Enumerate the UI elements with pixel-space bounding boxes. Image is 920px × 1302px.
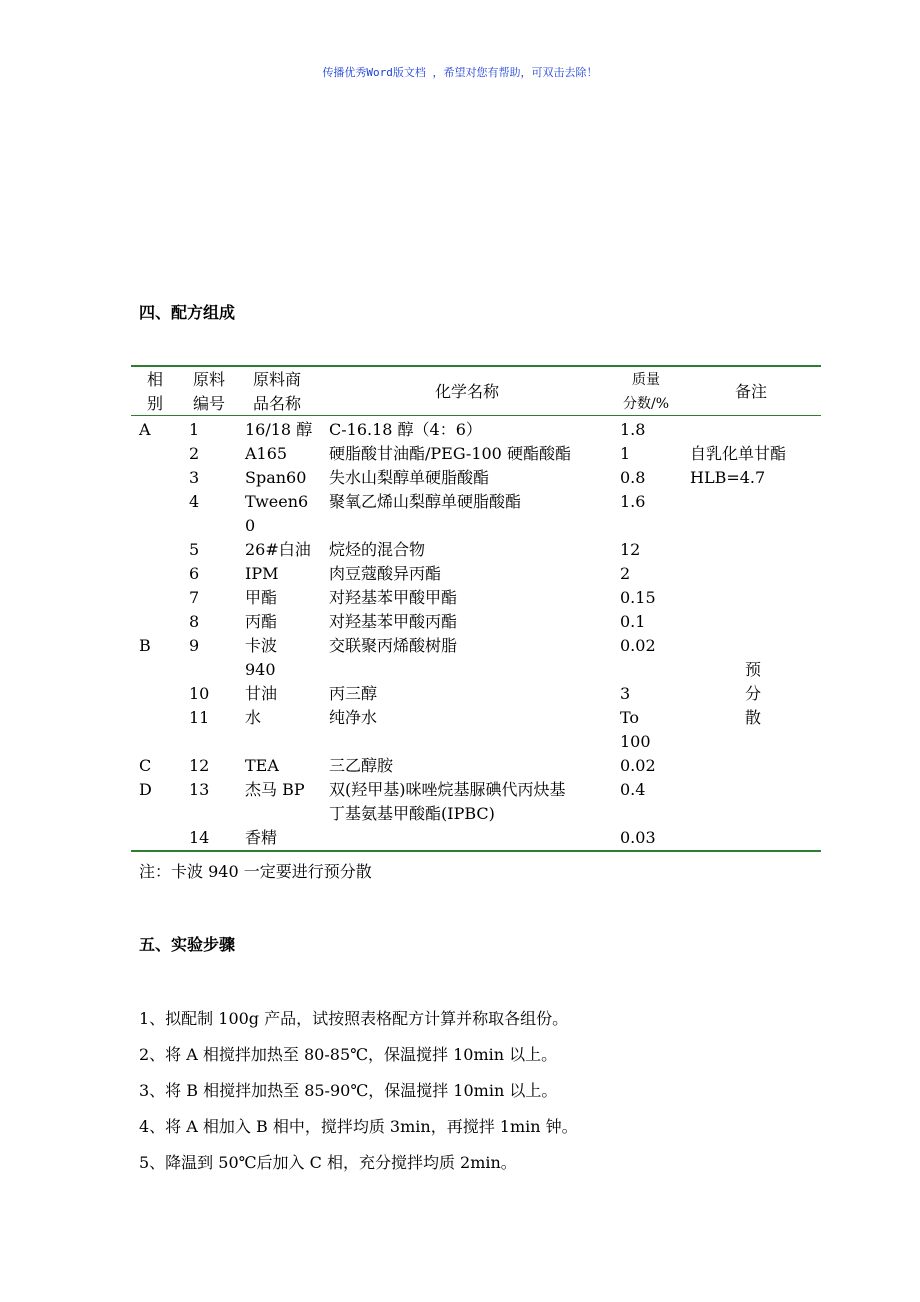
cell-mass-fraction: 3 xyxy=(620,684,631,703)
cell-mass-fraction: 0.02 xyxy=(620,756,656,775)
cell-mass-fraction: 1.6 xyxy=(620,492,646,511)
cell-trade-name: 水 xyxy=(245,708,262,727)
cell-trade-name: 香精 xyxy=(245,828,278,847)
step-item: 3、将 B 相搅拌加热至 85-90℃，保温搅拌 10min 以上。 xyxy=(139,1081,558,1100)
cell-trade-name: TEA xyxy=(245,756,279,775)
cell-chemical-name: 烷烃的混合物 xyxy=(329,540,426,559)
cell-code: 6 xyxy=(189,564,200,583)
header-phase: 相 别 xyxy=(146,370,163,413)
cell-trade-name: 卡波 940 xyxy=(245,636,278,679)
cell-code: 13 xyxy=(189,780,210,799)
table-top-rule xyxy=(131,365,821,367)
cell-code: 14 xyxy=(189,828,210,847)
table-note: 注：卡波 940 一定要进行预分散 xyxy=(139,862,372,881)
cell-mass-fraction: 0.1 xyxy=(620,612,646,631)
cell-trade-name: IPM xyxy=(245,564,279,583)
cell-mass-fraction: 2 xyxy=(620,564,631,583)
cell-mass-fraction: 0.8 xyxy=(620,468,646,487)
table-header-rule xyxy=(131,415,821,416)
cell-code: 4 xyxy=(189,492,200,511)
step-item: 1、拟配制 100g 产品，试按照表格配方计算并称取各组份。 xyxy=(139,1009,569,1028)
cell-trade-name: 甲酯 xyxy=(245,588,278,607)
cell-chemical-name: 交联聚丙烯酸树脂 xyxy=(329,636,458,655)
cell-trade-name: 16/18 醇 xyxy=(245,420,313,439)
cell-chemical-name: 硬脂酸甘油酯/PEG-100 硬酯酸酯 xyxy=(329,444,571,463)
header-remark: 备注 xyxy=(734,382,767,401)
cell-trade-name: 杰马 BP xyxy=(245,780,305,799)
step-item: 5、降温到 50℃后加入 C 相，充分搅拌均质 2min。 xyxy=(139,1153,517,1172)
header-chemical-name: 化学名称 xyxy=(434,382,499,401)
cell-code: 1 xyxy=(189,420,200,439)
remark-predisperse: 预 分 散 xyxy=(744,660,761,727)
cell-chemical-name: 双(羟甲基)咪唑烷基脲碘代丙炔基 丁基氨基甲酸酯(IPBC) xyxy=(329,780,566,823)
cell-mass-fraction: 0.03 xyxy=(620,828,656,847)
cell-trade-name: Tween6 0 xyxy=(245,492,309,535)
cell-chemical-name: 失水山梨醇单硬脂酸酯 xyxy=(329,468,490,487)
cell-mass-fraction: To 100 xyxy=(620,708,651,751)
formula-table xyxy=(131,365,821,852)
remark-emulsifier: 自乳化单甘酯 HLB=4.7 xyxy=(690,444,787,487)
cell-trade-name: 丙酯 xyxy=(245,612,278,631)
cell-mass-fraction: 0.02 xyxy=(620,636,656,655)
cell-code: 12 xyxy=(189,756,210,775)
cell-chemical-name: C-16.18 醇（4：6） xyxy=(329,420,482,439)
cell-mass-fraction: 1.8 xyxy=(620,420,646,439)
page-header-note: 传播优秀Word版文档 ，希望对您有帮助，可双击去除！ xyxy=(322,66,598,79)
cell-phase: C xyxy=(139,756,152,775)
cell-phase: B xyxy=(139,636,151,655)
cell-mass-fraction: 1 xyxy=(620,444,631,463)
cell-trade-name: Span60 xyxy=(245,468,307,487)
cell-code: 2 xyxy=(189,444,200,463)
cell-chemical-name: 聚氧乙烯山梨醇单硬脂酸酯 xyxy=(329,492,522,511)
cell-trade-name: 26#白油 xyxy=(245,540,311,559)
cell-code: 11 xyxy=(189,708,210,727)
cell-chemical-name: 对羟基苯甲酸丙酯 xyxy=(329,612,458,631)
step-item: 4、将 A 相加入 B 相中，搅拌均质 3min，再搅拌 1min 钟。 xyxy=(139,1117,578,1136)
cell-code: 8 xyxy=(189,612,200,631)
cell-chemical-name: 纯净水 xyxy=(329,708,378,727)
cell-code: 10 xyxy=(189,684,210,703)
header-mass-fraction: 质量 分数/% xyxy=(622,372,670,412)
section-4-title: 四、配方组成 xyxy=(139,303,236,322)
table-bottom-rule xyxy=(131,850,821,852)
header-trade-name: 原料商 品名称 xyxy=(252,370,301,413)
cell-mass-fraction: 12 xyxy=(620,540,641,559)
cell-chemical-name: 肉豆蔻酸异丙酯 xyxy=(329,564,442,583)
cell-code: 7 xyxy=(189,588,200,607)
step-item: 2、将 A 相搅拌加热至 80-85℃，保温搅拌 10min 以上。 xyxy=(139,1045,558,1064)
header-code: 原料 编号 xyxy=(192,370,225,413)
cell-mass-fraction: 0.15 xyxy=(620,588,656,607)
cell-chemical-name: 丙三醇 xyxy=(329,684,378,703)
cell-code: 9 xyxy=(189,636,200,655)
cell-mass-fraction: 0.4 xyxy=(620,780,646,799)
cell-chemical-name: 三乙醇胺 xyxy=(329,756,394,775)
cell-trade-name: A165 xyxy=(245,444,288,463)
cell-phase: D xyxy=(139,780,152,799)
cell-phase: A xyxy=(139,420,151,439)
cell-trade-name: 甘油 xyxy=(245,684,278,703)
section-5-title: 五、实验步骤 xyxy=(139,935,236,954)
cell-chemical-name: 对羟基苯甲酸甲酯 xyxy=(329,588,458,607)
cell-code: 5 xyxy=(189,540,200,559)
cell-code: 3 xyxy=(189,468,200,487)
